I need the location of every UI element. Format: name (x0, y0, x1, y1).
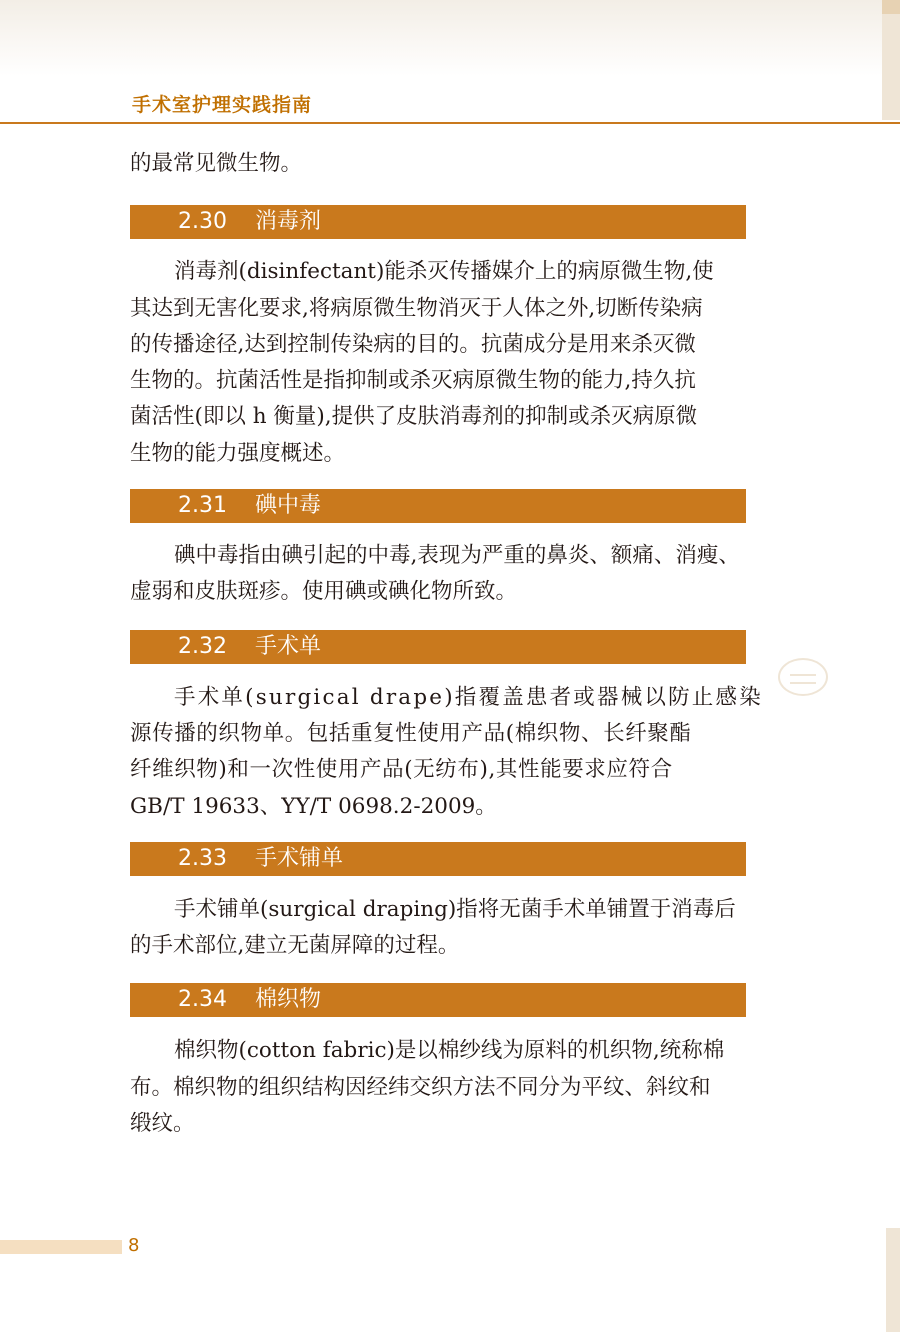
section-number: 2.34 (178, 987, 227, 1013)
section-title: 手术单 (255, 633, 322, 659)
text-line: 消毒剂(disinfectant)能杀灭传播媒介上的病原微生物,使 (174, 259, 714, 285)
text-line: 生物的能力强度概述。 (130, 440, 346, 466)
text-line: 其达到无害化要求,将病原微生物消灭于人体之外,切断传染病 (130, 295, 703, 321)
text-line: 手术铺单(surgical draping)指将无菌手术单铺置于消毒后 (174, 896, 736, 922)
section-heading-2-31 (130, 489, 746, 523)
text-line: 手术单(surgical drape)指覆盖患者或器械以防止感染 (174, 684, 763, 710)
text-line: 生物的。抗菌活性是指抑制或杀灭病原微生物的能力,持久抗 (130, 368, 696, 394)
watermark-logo-icon (778, 658, 828, 696)
text-line: 缎纹。 (130, 1111, 195, 1137)
text-line: 布。棉织物的组织结构因经纬交织方法不同分为平纹、斜纹和 (130, 1074, 711, 1100)
page-body (130, 146, 763, 1142)
section-number: 2.33 (178, 845, 227, 871)
section-heading-2-33 (130, 842, 746, 876)
paragraph-disinfectant (130, 254, 746, 472)
text-line: 棉织物(cotton fabric)是以棉纱线为原料的机织物,统称棉 (174, 1038, 725, 1064)
paragraph-cotton-fabric (130, 1033, 746, 1142)
page-number: 8 (128, 1235, 140, 1256)
paragraph-surgical-drape (130, 680, 763, 825)
section-title: 碘中毒 (255, 493, 322, 519)
section-title: 消毒剂 (255, 209, 322, 235)
header-band (0, 0, 882, 76)
corner-decoration (882, 0, 900, 120)
text-line: 源传播的织物单。包括重复性使用产品(棉织物、长纤聚酯 (130, 720, 692, 746)
section-number: 2.30 (178, 209, 227, 235)
paragraph-continuation (130, 146, 746, 182)
running-header-title: 手术室护理实践指南 (132, 94, 313, 116)
section-heading-2-34 (130, 983, 746, 1017)
text-line: 虚弱和皮肤斑疹。使用碘或碘化物所致。 (130, 579, 518, 605)
corner-decoration-bottom (886, 1228, 900, 1332)
paragraph-surgical-draping (130, 892, 746, 965)
header-divider (0, 122, 900, 124)
section-number: 2.31 (178, 493, 227, 519)
section-title: 棉织物 (255, 987, 322, 1013)
section-title: 手术铺单 (255, 845, 344, 871)
text-line: 菌活性(即以 h 衡量),提供了皮肤消毒剂的抑制或杀灭病原微 (130, 404, 698, 430)
section-number: 2.32 (178, 633, 227, 659)
text-line: 碘中毒指由碘引起的中毒,表现为严重的鼻炎、额痛、消瘦、 (174, 543, 740, 569)
section-heading-2-30 (130, 205, 746, 239)
text-line: 的最常见微生物。 (130, 151, 303, 176)
text-line: 纤维织物)和一次性使用产品(无纺布),其性能要求应符合 (130, 757, 673, 783)
section-heading-2-32 (130, 630, 746, 664)
text-line: 的传播途径,达到控制传染病的目的。抗菌成分是用来杀灭微 (130, 331, 696, 357)
text-line: GB/T 19633、YY/T 0698.2-2009。 (130, 793, 497, 819)
paragraph-iodism (130, 538, 746, 611)
page-number-bar (0, 1240, 122, 1254)
text-line: 的手术部位,建立无菌屏障的过程。 (130, 933, 460, 959)
